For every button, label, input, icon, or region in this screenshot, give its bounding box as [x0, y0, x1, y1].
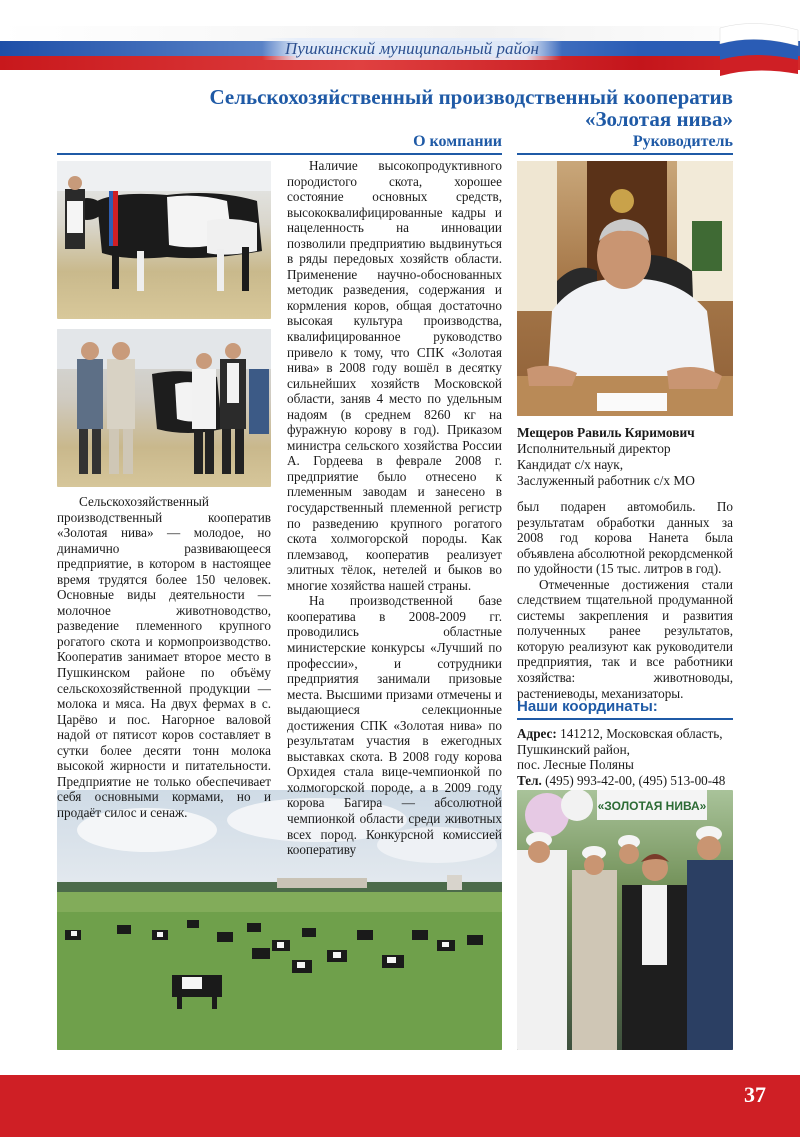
section-header-leader: Руководитель: [517, 133, 733, 155]
region-title: Пушкинский муниципальный район: [262, 38, 562, 60]
director-position: Исполнительный директор: [517, 441, 671, 456]
address-label: Адрес:: [517, 726, 557, 741]
paragraph-results: Отмеченные достижения стали следствием тщательной продуманной системы закрепления и развития полученных ранее результатов, которую реализуют как руководители предприятия, так и все работники хозяйства: животноводы, растениеводы, механизаторы.: [517, 576, 733, 701]
address-value: 141212, Московская область,: [556, 726, 723, 741]
photo-group-with-cow: [57, 329, 271, 487]
page-number: 37: [744, 1082, 766, 1107]
photo-team-banner: [517, 790, 733, 1050]
address-line-2: Пушкинский район,: [517, 741, 630, 757]
phone-label: Тел.: [517, 772, 542, 788]
footer-band: [0, 1075, 800, 1137]
header-band: [0, 26, 800, 70]
paragraph-continuation: был подарен автомобиль. По результатам обработки данных за 2008 год корова Нанета была объявлена абсолютной рекордсменкой по удойности (15 тыс. литров в год).: [517, 499, 733, 577]
phone-value: (495) 993-42-00, (495) 513-00-48: [541, 772, 726, 788]
director-degree: Кандидат с/х наук,: [517, 457, 624, 472]
contacts-block: [517, 726, 733, 788]
paragraph-intro: Сельскохозяйственный производственный кооператив «Золотая нива» — молодое, но динамично развивающееся предприятие, в котором в настоящее время трудятся более 150 человек. Основные виды деятельности — молочное животноводство, разведение племенного крупного рогатого скота и кормопроизводство. Кооператив занимает второе место в Пушкинском районе по объёму сельскохозяйственной продукции — молока и мяса. На двух фермах в с. Царёво и пос. Нагорное валовой надой от пятисот коров составляет в сутки более десяти тонн молока высокой жирности и питательности. Предприятие не только обеспечивает себя основными кормами, но и продаёт силос и сенаж.: [57, 494, 271, 820]
banner-text: «ЗОЛОТАЯ НИВА»: [597, 799, 707, 813]
director-caption: [517, 425, 733, 489]
column-2-text: [287, 158, 502, 858]
phone-line: [517, 773, 733, 789]
title-line-1: Сельскохозяйственный производственный кооператив: [209, 85, 733, 109]
paragraph-achievements: Наличие высокопродуктивного породистого скота, хорошее состояние основных средств, высококвалифицированные кадры и нацеленность на инновации позволили предприятию выдвинуться в ряды передовых хозяйств области. Применение научно-обоснованных методик разведения, содержания и кормления коров, общая достаточно высокая культура производства, квалифицированное руководство привело к тому, что СПК «Золотая нива» в 2008 году вошёл в десятку сильнейших хозяйств Московской области, заняв 4 место по удельным надоям (в среднем 8260 кг на фуражную корову в год). Приказом министра сельского хозяйства России А. Гордеева в феврале 2008 г. предприятие было отнесено к племенным заводам и занесено в государственный племенной регистр по разведению крупного рогатого скота холмогорской породы. Как племзавод, кооператив реализует элитных тёлок, нетелей и быков во многие хозяйства нашей страны.: [287, 158, 502, 593]
photo-cow-exhibition: [57, 161, 271, 319]
address-line-3: пос. Лесные Поляны: [517, 757, 634, 772]
column-1-text: [57, 494, 271, 820]
address-line-1: [517, 726, 733, 742]
section-header-company: О компании: [57, 133, 502, 155]
paragraph-contests: На производственной базе кооператива в 2008-2009 гг. проводились областные министерские конкурсы «Лучший по профессии», и сотрудники предприятия занимали призовые места. Высшими призами отмечены и выдающиеся селекционные достижения СПК «Золотая нива» по результатам участия в ежегодных выставках скота. В 2008 году корова Орхидея стала вице-чемпионкой по холмогорской породе, а в 2009 году корова Багира — абсолютной чемпионкой области среди животных всех пород. Конкурсной комиссией кооперативу: [287, 593, 502, 858]
page-title: [120, 86, 733, 130]
column-3-text: [517, 499, 733, 701]
director-honor: Заслуженный работник с/х МО: [517, 473, 695, 488]
title-line-2: «Золотая нива»: [584, 107, 733, 131]
photo-director-portrait: [517, 161, 733, 416]
section-header-contacts: Наши координаты:: [517, 698, 733, 720]
director-name: Мещеров Равиль Кяримович: [517, 425, 695, 440]
russian-flag-icon: [710, 20, 800, 80]
